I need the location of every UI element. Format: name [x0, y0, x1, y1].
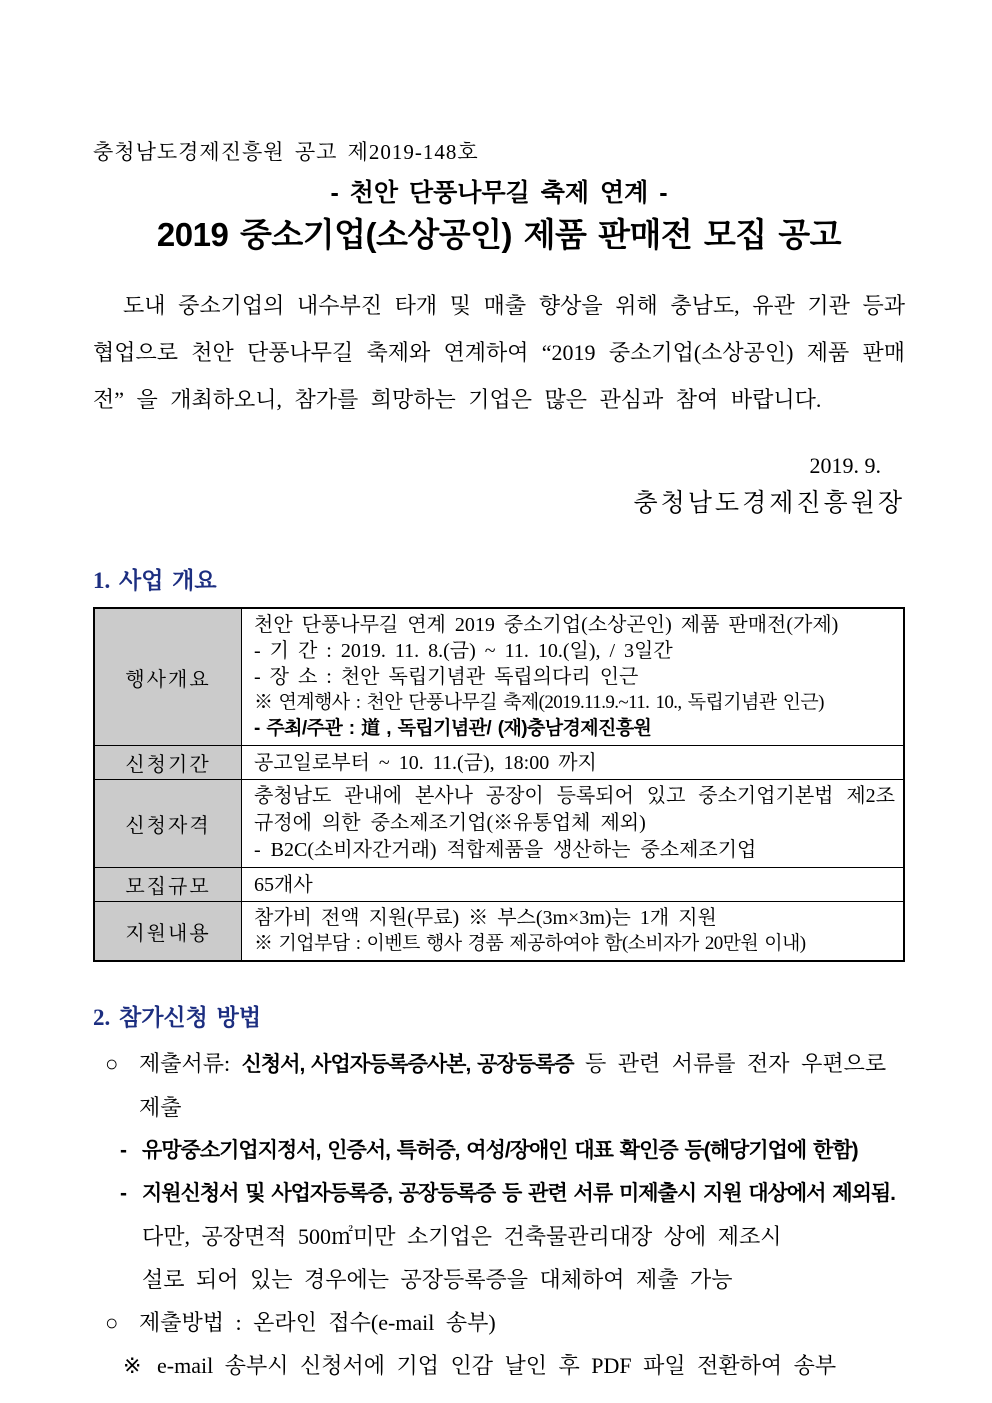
section1-heading: 1. 사업 개요: [93, 568, 217, 593]
cell-line: - B2C(소비자간거래) 적합제품을 생산하는 중소제조기업: [254, 839, 757, 861]
row-content-support-details: [242, 902, 905, 962]
intro-paragraph: 도내 중소기업의 내수부진 타개 및 매출 향상을 위해 충남도, 유관 기관 등과 협업으로 천안 단풍나무길 축제와 연계하여 “2019 중소기업(소상공인) 제품 판매전” 을 개최하오니, 참가를 희망하는 기업은 많은 관심과 참여 바랍니다.: [93, 293, 905, 412]
page-title: 2019 중소기업(소상공인) 제품 판매전 모집 공고: [156, 216, 842, 253]
list-item-documents: [93, 1042, 905, 1129]
list-item-small-factory-note-2: [93, 1258, 905, 1301]
list-item-submission-method: [93, 1301, 905, 1344]
list-item-text: [139, 1042, 905, 1129]
list-item-text: 지원신청서 및 사업자등록증, 공장등록증 등 관련 서류 미제출시 지원 대상에서 제외됨.: [142, 1182, 896, 1205]
cell-line: ※ 기업부담 : 이벤트 행사 경품 제공하여야 함(소비자가 20만원 이내): [254, 933, 806, 954]
dash-bullet-icon: -: [120, 1182, 126, 1205]
cell-line: 65개사: [254, 873, 313, 896]
row-label-recruitment-scale: 모집규모: [94, 868, 242, 902]
text-segment: 제출서류:: [139, 1051, 242, 1076]
cell-line: 공고일로부터 ~ 10. 11.(금), 18:00 까지: [254, 751, 597, 774]
table-row-recruitment-scale: [94, 868, 904, 902]
cell-line: ※ 연계행사 : 천안 단풍나무길 축제(2019.11.9.~11. 10., 독립기념관 인근): [254, 692, 824, 713]
application-method-list: [93, 1042, 905, 1387]
list-item-optional-certificates: [93, 1129, 905, 1172]
overview-table: [93, 607, 905, 962]
row-label-support-details: 지원내용: [94, 902, 242, 962]
table-row-support-details: [94, 902, 904, 962]
dash-bullet-icon: -: [120, 1139, 126, 1162]
list-item-text: 다만, 공장면적 500㎡미만 소기업은 건축물관리대장 상에 제조시: [142, 1224, 782, 1249]
row-content-application-period: [242, 746, 905, 780]
circle-bullet-icon: ○: [105, 1310, 119, 1335]
announcement-date: 2019. 9.: [809, 453, 881, 478]
list-item-text: e-mail 송부시 신청서에 기업 인감 날인 후 PDF 파일 전환하여 송부: [157, 1353, 837, 1378]
table-row-event-overview: [94, 608, 904, 746]
row-label-application-period: 신청기간: [94, 746, 242, 780]
row-content-recruitment-scale: [242, 868, 905, 902]
row-label-eligibility: 신청자격: [94, 780, 242, 868]
row-label-event-overview: 행사개요: [94, 608, 242, 746]
list-item-text: 설로 되어 있는 경우에는 공장등록증을 대체하여 제출 가능: [142, 1267, 733, 1292]
list-item-text: 제출방법 : 온라인 접수(e-mail 송부): [139, 1310, 496, 1335]
reference-mark-icon: ※: [123, 1353, 142, 1378]
row-content-event-overview: [242, 608, 905, 746]
cell-line: 천안 단풍나무길 연계 2019 중소기업(소상곤인) 제품 판매전(가제): [254, 614, 839, 636]
cell-line: 참가비 전액 지원(무료) ※ 부스(3m×3m)는 1개 지원: [254, 907, 717, 929]
circle-bullet-icon: ○: [105, 1051, 119, 1076]
text-segment-bold: 신청서, 사업자등록증사본, 공장등록증: [241, 1053, 574, 1076]
signer-title: 충청남도경제진흥원장: [633, 490, 905, 517]
cell-line: 충청남도 관내에 본사나 공장이 등록되어 있고 중소기업기본법 제2조 규정에 의한 중소제조기업(※유통업체 제외): [254, 785, 895, 834]
doc-number: 충청남도경제진흥원 공고 제2019-148호: [93, 140, 479, 164]
list-item-text: 유망중소기업지정서, 인증서, 특허증, 여성/장애인 대표 확인증 등(해당기업에 한함): [142, 1139, 858, 1162]
list-item-exclusion-notice: [93, 1172, 905, 1215]
list-item-email-note: [93, 1344, 905, 1387]
list-item-small-factory-note-1: [93, 1215, 905, 1258]
cell-line-host-organizer: - 주최/주관 : 道 , 독립기념관/ (재)충남경제진흥원: [254, 718, 652, 739]
table-row-application-period: [94, 746, 904, 780]
text-segment: 등 관련 서류를 전자 우편으로 제출: [139, 1051, 887, 1120]
cell-line: - 기 간 : 2019. 11. 8.(금) ~ 11. 10.(일), / 3일간: [254, 640, 673, 662]
table-row-eligibility: [94, 780, 904, 868]
cell-line: - 장 소 : 천안 독립기념관 독립의다리 인근: [254, 666, 639, 688]
event-subtitle: - 천안 단풍나무길 축제 연계 -: [330, 179, 668, 207]
section2-heading: 2. 참가신청 방법: [93, 1005, 262, 1030]
row-content-eligibility: [242, 780, 905, 868]
